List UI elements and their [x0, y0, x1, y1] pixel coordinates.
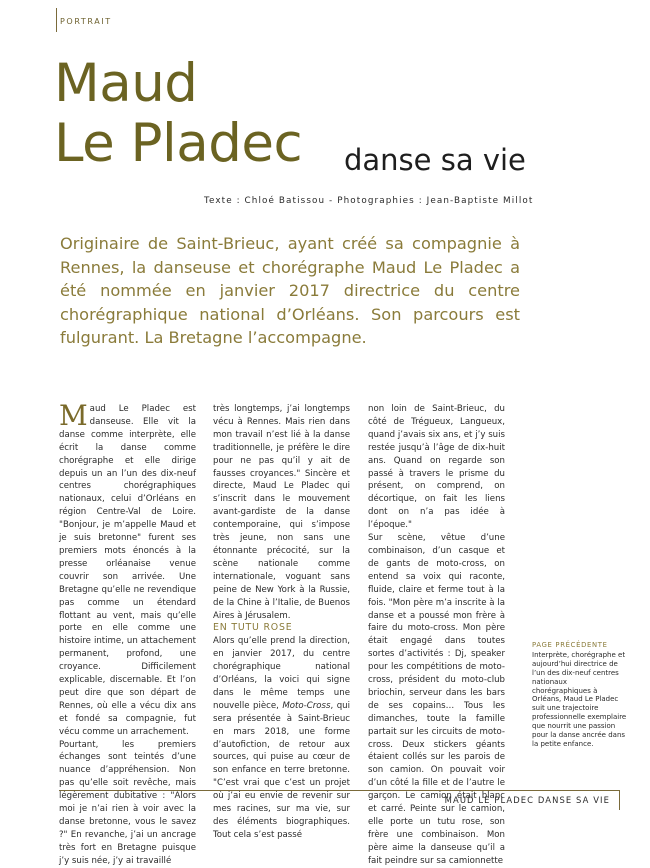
title-subtitle: danse sa vie — [344, 143, 526, 177]
body-text: Alors qu’elle prend la direction, en janvier 2017, du centre chorégraphique national d’Orléans, la voici qui signe dans le même temps une nouvelle pièce, — [213, 636, 350, 711]
body-paragraph — [59, 399, 196, 739]
body-paragraph — [213, 635, 350, 842]
caption-text: Interprète, chorégraphe et aujourd’hui directrice de l’un des dix-neuf centres nationaux chorégraphiques à Orléans, Maud Le Pladec suit une trajectoire professionnelle exemplaire que nourrit une passion pour la danse ancrée dans la petite enfance. — [532, 650, 627, 748]
body-text: aud Le Pladec est danseuse. Elle vit la danse comme interprète, elle écrit la danse comme chorégraphe et elle dirige depuis un an l’un des dix-neuf centres chorégraphiques nationaux, celui d’Orléans en région Centre-Val de Loire. "Bonjour, je m’appelle Maud et je suis bretonne" furent ses premiers mots énoncés à la presse orléanaise venue couvrir son arrivée. Une Bretagne qu’elle ne revendique pas comme un étendard flottant au vent, mais qu’elle porte en elle comme une histoire intime, un attachement permanent, profond, une croyance. Difficilement explicable, discernable. Et l’on peut dire que son départ de Rennes, où elle a vécu dix ans et fondé sa compagnie, fut vécu comme un arrachement. — [59, 404, 196, 737]
credits-line: Texte : Chloé Batissou - Photographies : Jean-Baptiste Millot — [204, 196, 534, 206]
rubric-divider — [56, 8, 57, 32]
photo-caption — [532, 641, 628, 749]
body-paragraph: très longtemps, j’ai longtemps vécu à Rennes. Mais rien dans mon travail n’est lié à la danse traditionnelle, je préfère le dire pour ne pas qu’il y ait de fausses croyances." Sincère et directe, Maud Le Pladec qui s’inscrit dans le mouvement avant-gardiste de la danse contemporaine, qui s’impose très jeune, non sans une étonnante précocité, sur la scène nationale comme internationale, voguant sans peine de New York à la Russie, de la Chine à l’Italie, de Buenos Aires à Jérusalem. — [213, 404, 350, 621]
body-column-1 — [59, 399, 196, 868]
work-title: Moto-Cross — [282, 700, 331, 711]
body-paragraph: Pourtant, les premiers échanges sont teintés d’une nuance d’appréhension. Non pas qu’elle soit revêche, mais légèrement dubitative : "Alors moi je n’ai rien à voir avec la danse bretonne, vous le savez ?" En revanche, j’ai un ancrage très fort en Bretagne puisque j’y suis née, j’y ai travaillé — [59, 739, 196, 866]
caption-title: PAGE PRÉCÉDENTE — [532, 641, 608, 649]
footer-rule — [59, 790, 619, 791]
body-column-2 — [213, 403, 350, 842]
rubric-label: PORTRAIT — [60, 17, 112, 26]
body-paragraph: non loin de Saint-Brieuc, du côté de Trégueux, Langueux, quand j’avais six ans, et j’y suis restée jusqu’à l’âge de dix-huit ans. Quand on regarde son passé à travers le prisme du présent, on comprend, on décortique, on fait les liens dont on n’a pas idée à l’époque." — [368, 404, 505, 531]
drop-cap: M — [59, 399, 88, 432]
body-text: , qui sera présentée à Saint-Brieuc en mars 2018, une forme d’autofiction, de retour aux sources, qui puise au cœur de son enfance en terre bretonne. "C’est vrai que c’est un projet où j’ai eu envie de revenir sur mes racines, sur ma vie, sur des éléments biographiques. Tout cela s’est passé — [213, 700, 350, 840]
title-line-1: Maud — [54, 53, 198, 114]
section-subhead: EN TUTU ROSE — [213, 622, 293, 634]
running-footer: MAUD LE PLADEC DANSE SA VIE — [444, 795, 610, 805]
lead-paragraph: Originaire de Saint-Brieuc, ayant créé sa compagnie à Rennes, la danseuse et chorégraphe Maud Le Pladec a été nommée en janvier 2017 directrice du centre chorégraphique national d’Orléans. Son parcours est fulgurant. La Bretagne l’accompagne. — [60, 234, 520, 347]
body-paragraph: Sur scène, vêtue d’une combinaison, d’un casque et de gants de moto-cross, on entend sa voix qui raconte, fluide, claire et ferme tout à la fois. "Mon père m’a inscrite à la danse et a poussé mon frère à faire du moto-cross. Mon père était engagé dans toutes sortes d’activités : Dj, speaker pour les compétitions de moto-cross, président du moto-club briochin, serveur dans les bars de ses copains… Tous les dimanches, toute la famille partait sur les circuits de moto-cross. Deux stickers géants étaient collés sur les parois de son camion. On pouvait voir d’un côté la fille et de l’autre le garçon. Le camion était blanc et carré. Peinte sur le camion, elle porte un tutu rose, son frère une combinaison. Mon père aime la danseuse qu’il a fait peindre sur sa camionnette — [368, 533, 505, 866]
footer-rule-vertical — [619, 790, 620, 810]
title-line-2: Le Pladec — [54, 113, 303, 174]
